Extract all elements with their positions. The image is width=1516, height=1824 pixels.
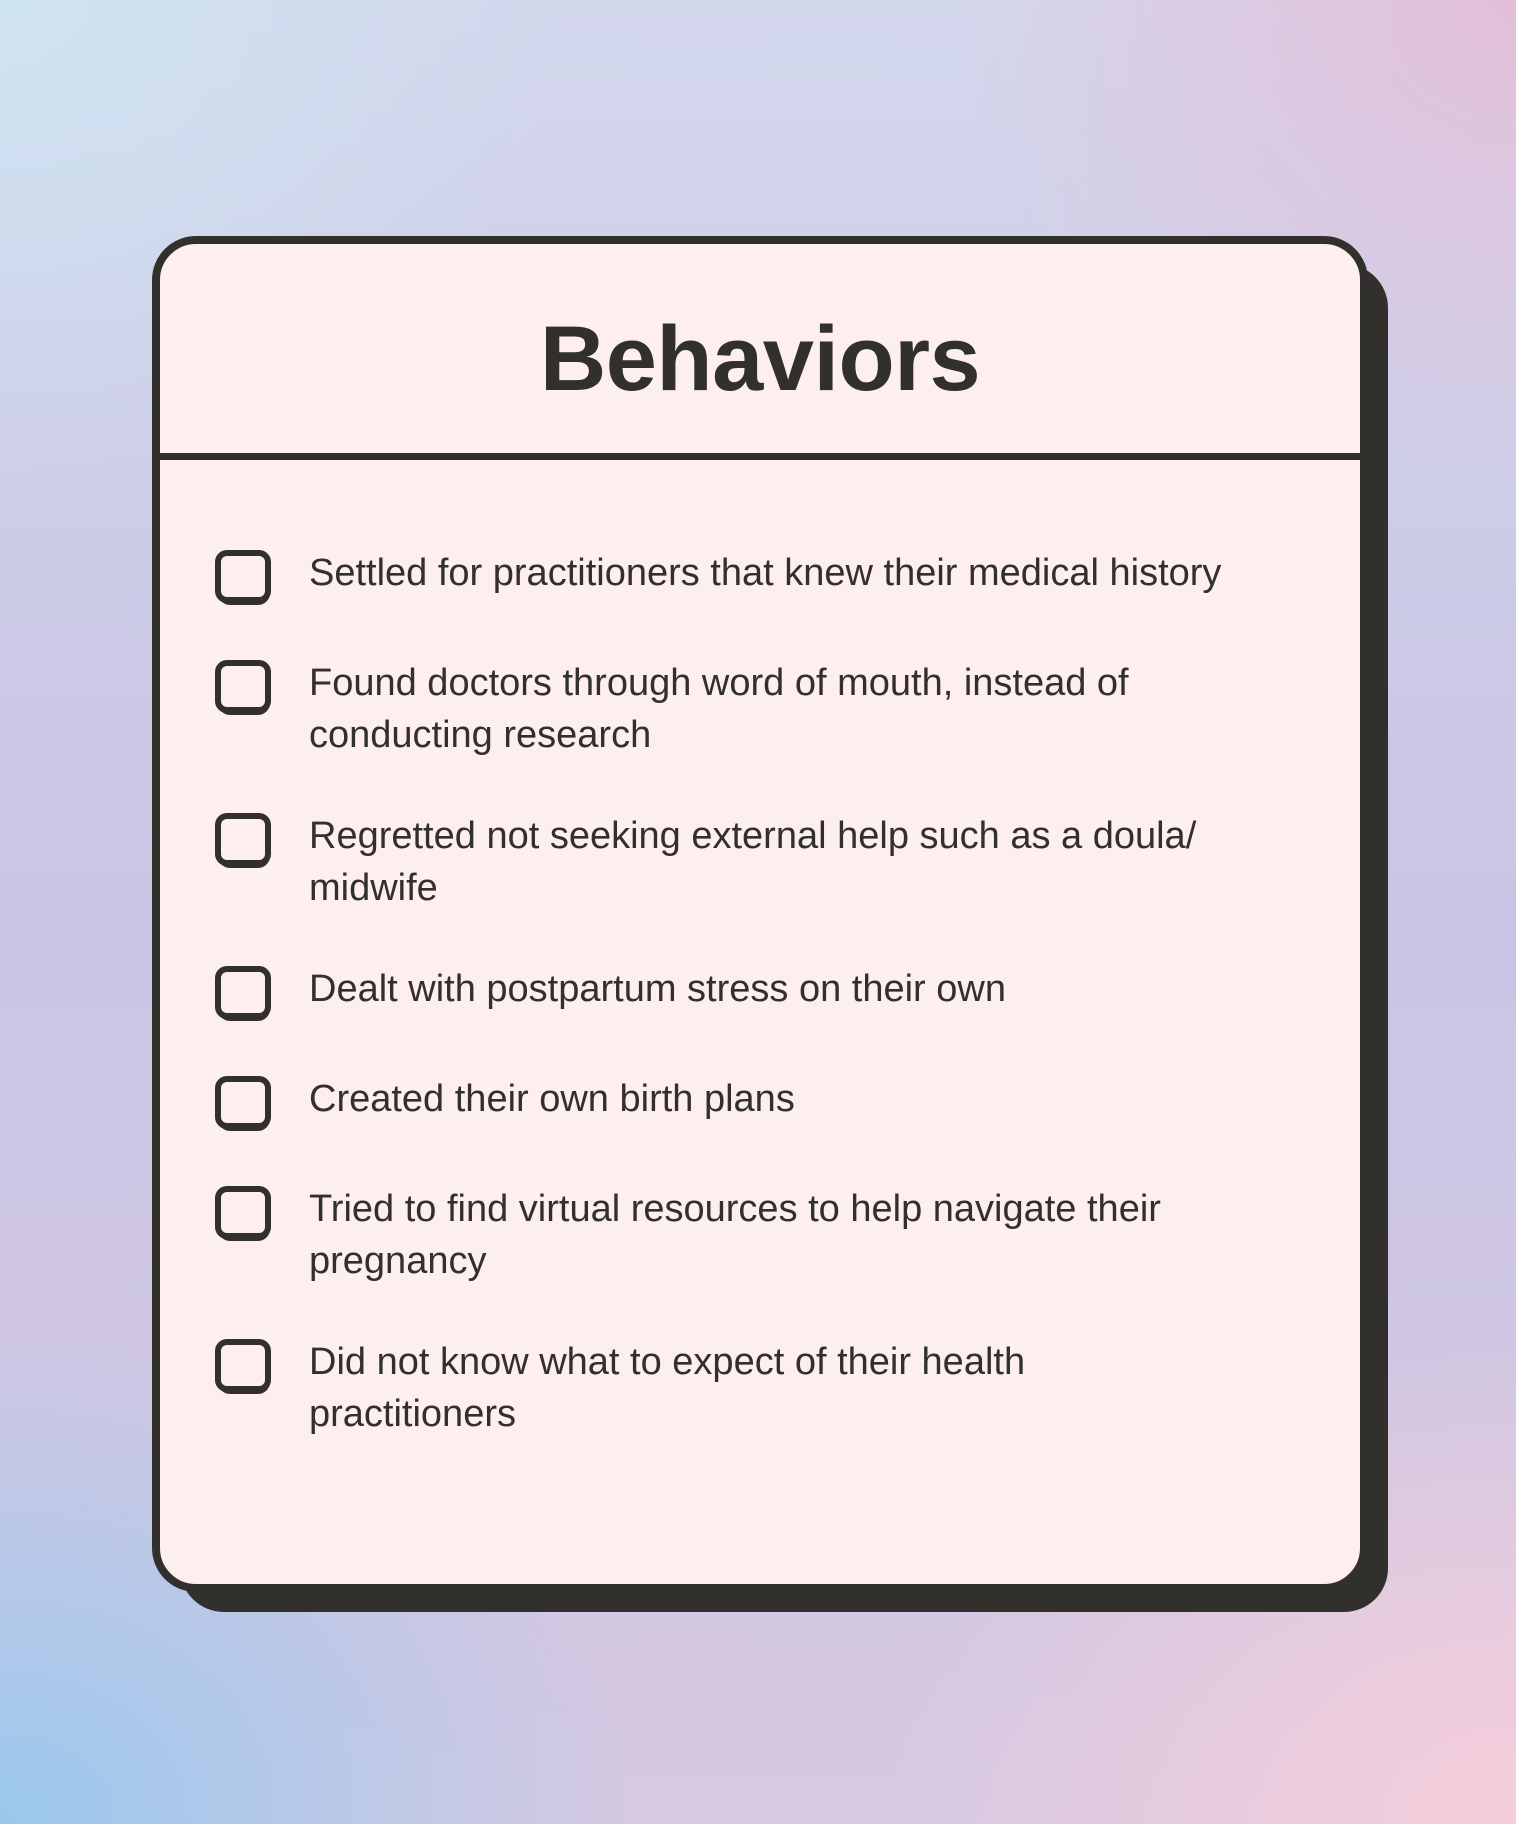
checklist-item (215, 1339, 1320, 1440)
checklist-item-label: Created their own birth plans (309, 1078, 795, 1120)
checkbox[interactable] (215, 813, 273, 871)
checklist-item (215, 966, 1320, 1024)
checkbox[interactable] (215, 1339, 273, 1397)
checklist-item-label: Regretted not seeking external help such as a doula/ midwife (309, 815, 1197, 909)
checklist-item (215, 660, 1320, 761)
checklist (160, 460, 1360, 1440)
checklist-item-label: Did not know what to expect of their health practitioners (309, 1341, 1026, 1435)
checkbox-box (215, 660, 271, 713)
checkbox-box (215, 1339, 271, 1392)
checkbox[interactable] (215, 660, 273, 718)
checklist-item (215, 1076, 1320, 1134)
checklist-item (215, 813, 1320, 914)
checkbox-box (215, 966, 271, 1019)
checkbox-box (215, 1076, 271, 1129)
checkbox[interactable] (215, 1186, 273, 1244)
card-header (160, 244, 1360, 460)
card-title: Behaviors (539, 308, 981, 410)
checkbox-box (215, 550, 271, 603)
checklist-item-label: Found doctors through word of mouth, instead of conducting research (309, 662, 1129, 756)
checkbox[interactable] (215, 1076, 273, 1134)
behaviors-card (152, 236, 1368, 1592)
checklist-item-label: Dealt with postpartum stress on their own (309, 968, 1006, 1010)
checklist-item-label: Settled for practitioners that knew their medical history (309, 552, 1222, 594)
checklist-item (215, 550, 1320, 608)
checklist-item-label: Tried to find virtual resources to help navigate their pregnancy (309, 1188, 1161, 1282)
checkbox[interactable] (215, 550, 273, 608)
checkbox[interactable] (215, 966, 273, 1024)
checklist-item (215, 1186, 1320, 1287)
checkbox-box (215, 1186, 271, 1239)
checkbox-box (215, 813, 271, 866)
